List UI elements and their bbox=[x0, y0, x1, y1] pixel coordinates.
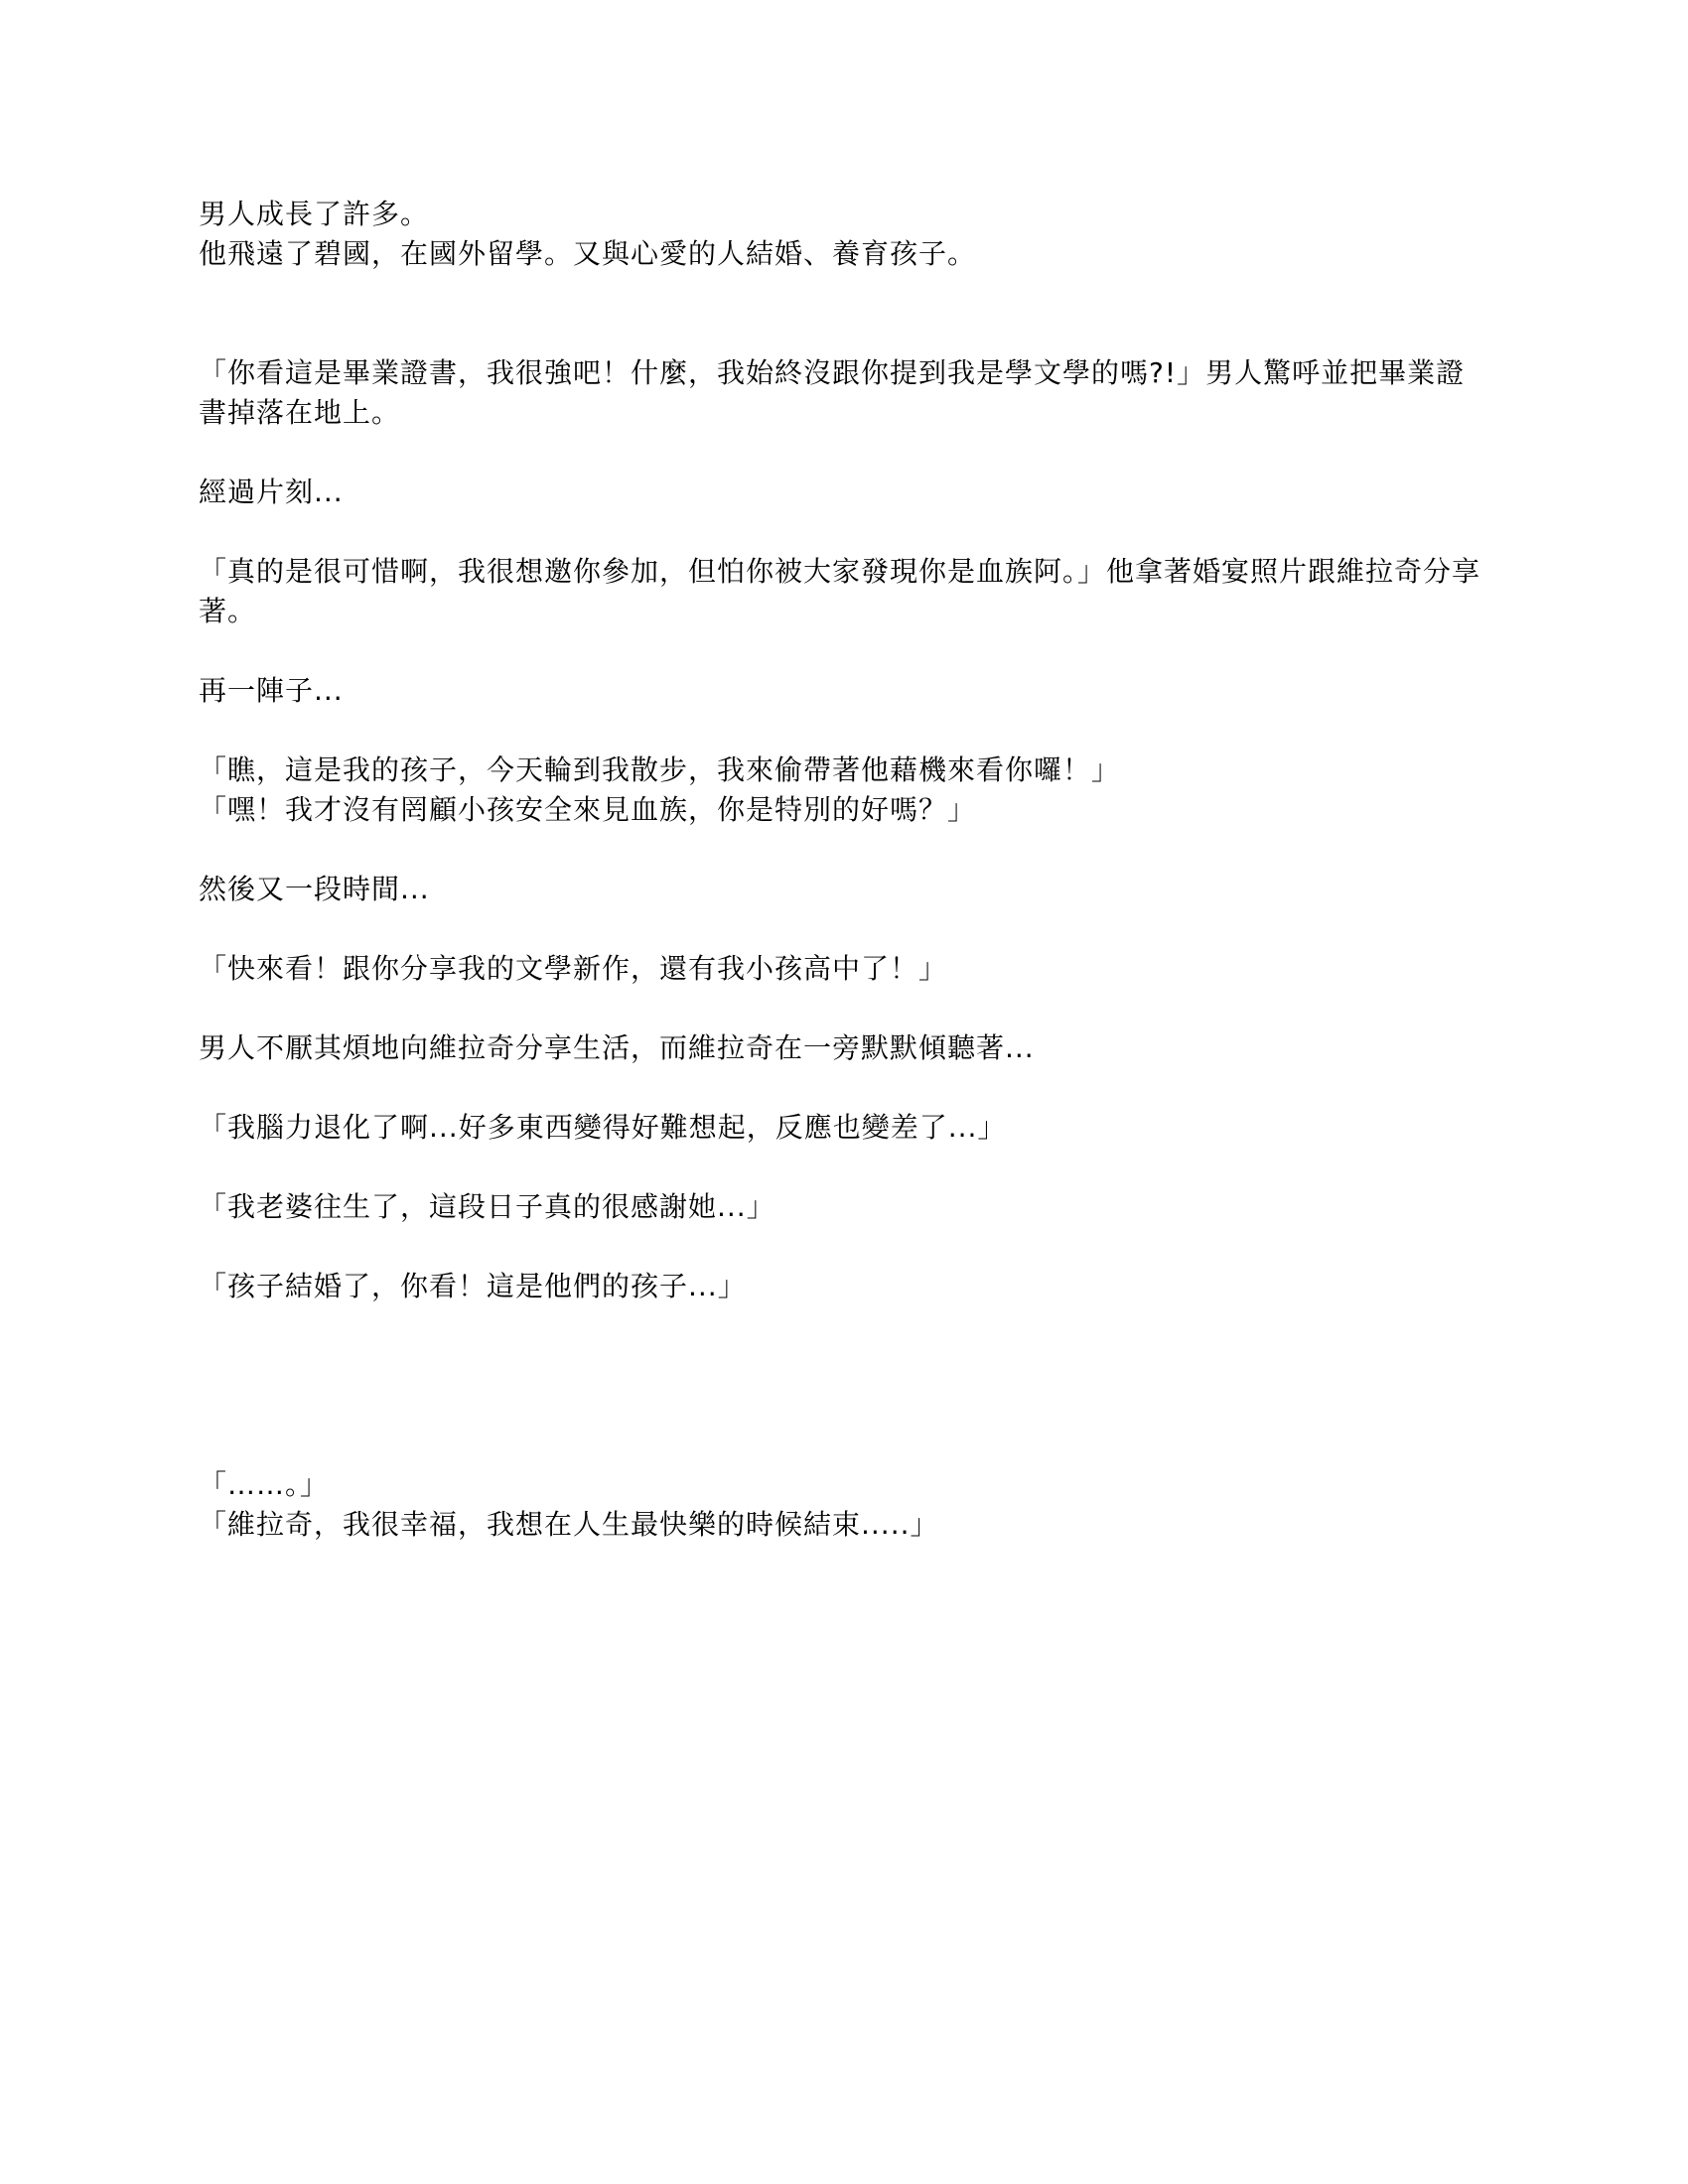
spacer bbox=[199, 909, 1489, 949]
spacer bbox=[199, 1068, 1489, 1108]
paragraph: 「我老婆往生了，這段日子真的很感謝她...」 bbox=[199, 1190, 775, 1223]
spacer bbox=[199, 433, 1489, 473]
paragraph: 「維拉奇，我很幸福，我想在人生最快樂的時候結束.....」 bbox=[199, 1508, 939, 1541]
paragraph: 「我腦力退化了啊...好多東西變得好難想起，反應也變差了...」 bbox=[199, 1111, 1007, 1144]
spacer bbox=[199, 512, 1489, 552]
paragraph: 「孩子結婚了，你看！這是他們的孩子...」 bbox=[199, 1270, 747, 1302]
paragraph: 「……。」 bbox=[199, 1468, 330, 1501]
paragraph: 「真的是很可惜啊，我很想邀你參加，但怕你被大家發現你是血族阿。」他拿著婚宴照片跟維拉奇分享著。 bbox=[199, 555, 1481, 627]
paragraph: 他飛遠了碧國，在國外留學。又與心愛的人結婚、養育孩子。 bbox=[199, 237, 977, 270]
document-body bbox=[199, 195, 1489, 1545]
paragraph: 「瞧，這是我的孩子，今天輪到我散步，我來偷帶著他藉機來看你囉！」 bbox=[199, 753, 1121, 786]
paragraph: 再一陣子... bbox=[199, 674, 344, 707]
paragraph: 經過片刻... bbox=[199, 476, 344, 508]
paragraph: 「嘿！我才沒有罔顧小孩安全來見血族，你是特別的好嗎？」 bbox=[199, 793, 977, 826]
paragraph: 「你看這是畢業證書，我很強吧！什麼，我始終沒跟你提到我是學文學的嗎?!」男人驚呼並把畢業證書掉落在地上。 bbox=[199, 356, 1466, 429]
spacer bbox=[199, 1227, 1489, 1267]
spacer bbox=[199, 989, 1489, 1028]
spacer bbox=[199, 711, 1489, 751]
paragraph: 然後又一段時間... bbox=[199, 873, 430, 905]
spacer bbox=[199, 830, 1489, 870]
spacer bbox=[199, 274, 1489, 353]
paragraph: 男人不厭其煩地向維拉奇分享生活，而維拉奇在一旁默默傾聽著... bbox=[199, 1031, 1035, 1064]
spacer bbox=[199, 1148, 1489, 1187]
paragraph: 「快來看！跟你分享我的文學新作，還有我小孩高中了！」 bbox=[199, 952, 948, 985]
paragraph: 男人成長了許多。 bbox=[199, 198, 430, 230]
spacer bbox=[199, 1306, 1489, 1465]
spacer bbox=[199, 631, 1489, 671]
